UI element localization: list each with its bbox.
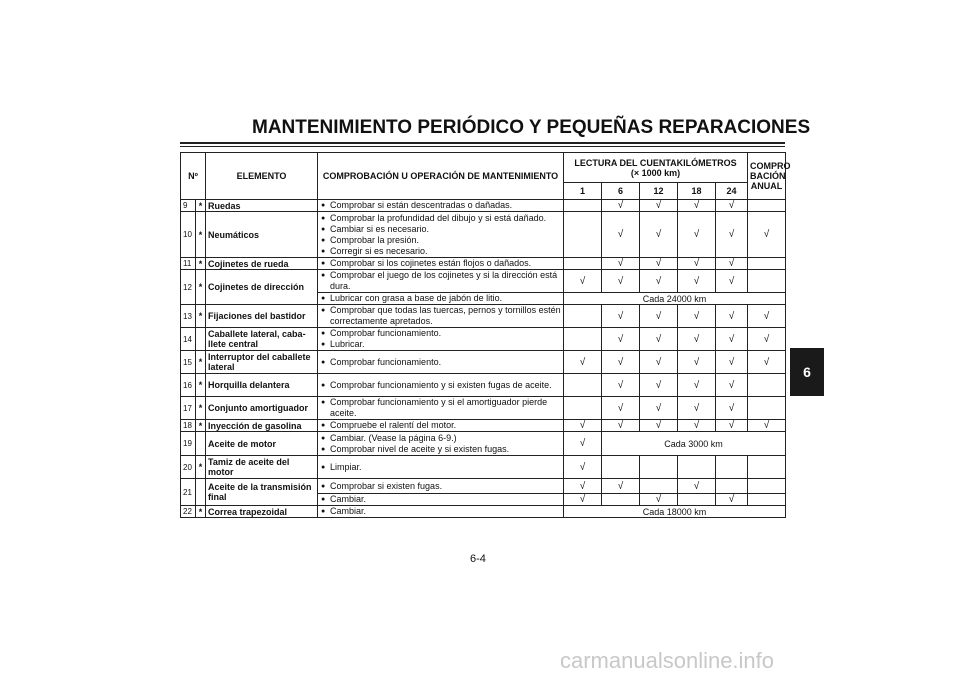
operation-cell [318,479,564,494]
check-mark: √ [716,305,748,328]
operation-cell [318,212,564,258]
operation-cell [318,432,564,456]
item-number: 19 [181,432,196,456]
check-mark [748,456,786,479]
check-mark [678,494,716,506]
check-mark: √ [678,351,716,374]
operation-item: ● Corregir si es necesario. [330,246,561,257]
check-mark: √ [640,420,678,432]
operation-list [320,506,561,517]
operation-item: ● Comprobar funcionamiento. [330,328,561,339]
check-mark: √ [716,328,748,351]
check-mark [716,479,748,494]
check-mark [748,397,786,420]
operation-cell [318,494,564,506]
check-mark [564,200,602,212]
operation-cell [318,293,564,305]
check-mark: √ [640,494,678,506]
item-number: 14 [181,328,196,351]
header-element: ELEMENTO [206,153,318,200]
header-km: 1 [564,183,602,200]
operation-list [320,200,561,211]
header-operation: COMPROBACIÓN U OPERACIÓN DE MANTENIMIENTO [318,153,564,200]
table-row [181,305,786,328]
dealer-mark [196,432,206,456]
operation-item: ● Limpiar. [330,462,561,473]
check-mark [748,374,786,397]
operation-item: ● Cambiar. (Vease la página 6-9.) [330,433,561,444]
item-number: 9 [181,200,196,212]
item-number: 11 [181,258,196,270]
header-odometer [564,153,748,183]
operation-list [320,494,561,505]
table-row [181,432,786,456]
check-mark: √ [716,258,748,270]
element-name: Inyección de gasolina [206,420,318,432]
operation-item: ● Cambiar. [330,506,561,517]
dealer-mark: * [196,200,206,212]
operation-list [320,433,561,455]
operation-cell [318,258,564,270]
operation-list [320,462,561,473]
item-number: 20 [181,456,196,479]
check-mark [564,374,602,397]
check-mark: √ [678,258,716,270]
header-no: Nº [181,153,206,200]
check-mark [564,328,602,351]
check-mark: √ [640,305,678,328]
operation-list [320,293,561,304]
table-row [181,351,786,374]
item-number: 16 [181,374,196,397]
operation-item: ● Comprobar que todas las tuercas, pernos y tornillos estén correctamente apretados. [330,305,561,327]
check-mark: √ [678,200,716,212]
check-mark: √ [716,200,748,212]
check-mark: √ [640,212,678,258]
operation-item: ● Lubricar con grasa a base de jabón de litio. [330,293,561,304]
operation-item: ● Comprobar la presión. [330,235,561,246]
operation-cell [318,305,564,328]
check-mark: √ [716,397,748,420]
check-mark: √ [602,479,640,494]
check-mark: √ [716,420,748,432]
check-mark: √ [678,479,716,494]
table-row [181,479,786,494]
operation-list [320,357,561,368]
header-odometer-line1: LECTURA DEL CUENTAKILÓMETROS [574,157,737,168]
operation-item: ● Comprobar funcionamiento y si existen fugas de aceite. [330,380,561,391]
element-name: Interruptor del caballete lateral [206,351,318,374]
dealer-mark: * [196,397,206,420]
item-number: 13 [181,305,196,328]
header-km: 18 [678,183,716,200]
check-mark: √ [602,351,640,374]
check-mark: √ [640,270,678,293]
operation-item: ● Cambiar si es necesario. [330,224,561,235]
operation-cell [318,506,564,518]
table-row [181,270,786,293]
check-mark: √ [602,212,640,258]
title-rule [180,142,785,144]
check-mark: √ [602,397,640,420]
item-number: 17 [181,397,196,420]
check-mark: √ [748,212,786,258]
element-name: Tamiz de aceite del motor [206,456,318,479]
check-mark: √ [716,212,748,258]
check-mark [564,397,602,420]
table-row [181,212,786,258]
check-mark: √ [602,258,640,270]
check-mark: √ [640,328,678,351]
dealer-mark [196,328,206,351]
check-mark: √ [602,270,640,293]
check-mark: √ [640,258,678,270]
check-mark [602,456,640,479]
element-name: Cojinetes de rueda [206,258,318,270]
check-mark: √ [564,270,602,293]
dealer-mark: * [196,270,206,305]
check-mark: √ [716,351,748,374]
check-mark: √ [678,397,716,420]
element-name: Fijaciones del bastidor [206,305,318,328]
header-km: 6 [602,183,640,200]
maintenance-table [180,152,791,518]
check-mark: √ [564,432,602,456]
interval-text: Cada 3000 km [602,432,786,456]
check-mark: √ [640,397,678,420]
check-mark: √ [716,270,748,293]
check-mark: √ [748,420,786,432]
check-mark: √ [748,328,786,351]
header-km: 12 [640,183,678,200]
item-number: 10 [181,212,196,258]
check-mark: √ [748,305,786,328]
check-mark: √ [602,420,640,432]
operation-cell [318,200,564,212]
check-mark: √ [678,305,716,328]
operation-item: ● Comprobar si los cojinetes están flojos o dañados. [330,258,561,269]
interval-text: Cada 24000 km [564,293,786,305]
check-mark [748,258,786,270]
operation-item: ● Comprobar funcionamiento. [330,357,561,368]
operation-cell [318,270,564,293]
check-mark: √ [748,351,786,374]
dealer-mark: * [196,456,206,479]
dealer-mark: * [196,351,206,374]
table-row [181,456,786,479]
operation-item: ● Lubricar. [330,339,561,350]
operation-item: ● Comprobar nivel de aceite y si existen fugas. [330,444,561,455]
page-number: 6-4 [470,553,486,565]
operation-cell [318,420,564,432]
item-number: 12 [181,270,196,305]
dealer-mark [196,479,206,506]
check-mark [602,494,640,506]
check-mark [564,212,602,258]
operation-cell [318,328,564,351]
element-name: Conjunto amortiguador [206,397,318,420]
header-odometer-line2: (× 1000 km) [630,167,681,178]
check-mark [748,494,786,506]
item-number: 15 [181,351,196,374]
operation-cell [318,456,564,479]
operation-list [320,328,561,350]
item-number: 21 [181,479,196,506]
dealer-mark: * [196,420,206,432]
table-row [181,328,786,351]
table-row [181,420,786,432]
operation-list [320,258,561,269]
dealer-mark: * [196,258,206,270]
table-row [181,397,786,420]
item-number: 22 [181,506,196,518]
check-mark [748,479,786,494]
check-mark: √ [716,494,748,506]
operation-list [320,380,561,391]
check-mark: √ [602,374,640,397]
operation-cell [318,374,564,397]
element-name: Horquilla delantera [206,374,318,397]
page-title: MANTENIMIENTO PERIÓDICO Y PEQUEÑAS REPARACIONES [252,117,811,138]
check-mark: √ [564,494,602,506]
interval-text: Cada 18000 km [564,506,786,518]
dealer-mark: * [196,305,206,328]
check-mark: √ [602,328,640,351]
check-mark: √ [640,374,678,397]
check-mark: √ [640,351,678,374]
operation-list [320,420,561,431]
operation-cell [318,397,564,420]
operation-list [320,305,561,327]
element-name: Caballete lateral, caba-llete central [206,328,318,351]
chapter-tab-number: 6 [803,364,811,380]
operation-item: ● Comprobar funcionamiento y si el amortiguador pierde aceite. [330,397,561,419]
check-mark: √ [564,456,602,479]
element-name: Aceite de la transmisión final [206,479,318,506]
watermark: carmanualsonline.info [560,648,775,673]
operation-list [320,270,561,292]
element-name: Correa trapezoidal [206,506,318,518]
operation-item: ● Comprobar si existen fugas. [330,481,561,492]
dealer-mark: * [196,212,206,258]
element-name: Ruedas [206,200,318,212]
element-name: Neumáticos [206,212,318,258]
element-name: Aceite de motor [206,432,318,456]
check-mark: √ [678,374,716,397]
title-rule-thin [180,146,785,147]
check-mark: √ [564,420,602,432]
operation-list [320,481,561,492]
operation-item: ● Comprobar si están descentradas o dañadas. [330,200,561,211]
operation-item: ● Cambiar. [330,494,561,505]
table-row [181,258,786,270]
table-row [181,374,786,397]
element-name: Cojinetes de dirección [206,270,318,305]
chapter-tab [790,348,824,396]
check-mark: √ [678,420,716,432]
operation-item: ● Comprobar la profundidad del dibujo y si está dañado. [330,213,561,224]
check-mark [716,456,748,479]
operation-item: ● Compruebe el ralentí del motor. [330,420,561,431]
check-mark: √ [564,479,602,494]
check-mark: √ [640,200,678,212]
check-mark: √ [678,328,716,351]
check-mark: √ [678,212,716,258]
check-mark [640,479,678,494]
operation-item: ● Comprobar el juego de los cojinetes y si la dirección está dura. [330,270,561,292]
table-row [181,200,786,212]
check-mark [564,258,602,270]
dealer-mark: * [196,374,206,397]
operation-list [320,213,561,257]
check-mark [564,305,602,328]
check-mark [678,456,716,479]
check-mark: √ [678,270,716,293]
check-mark: √ [564,351,602,374]
operation-list [320,397,561,419]
table-row [181,506,786,518]
check-mark: √ [602,305,640,328]
operation-cell [318,351,564,374]
check-mark [748,270,786,293]
check-mark [748,200,786,212]
check-mark [640,456,678,479]
check-mark: √ [716,374,748,397]
dealer-mark: * [196,506,206,518]
header-annual: COMPRO BACIÓN ANUAL [748,153,786,200]
item-number: 18 [181,420,196,432]
header-km: 24 [716,183,748,200]
check-mark: √ [602,200,640,212]
maintenance-table-body [181,200,786,518]
